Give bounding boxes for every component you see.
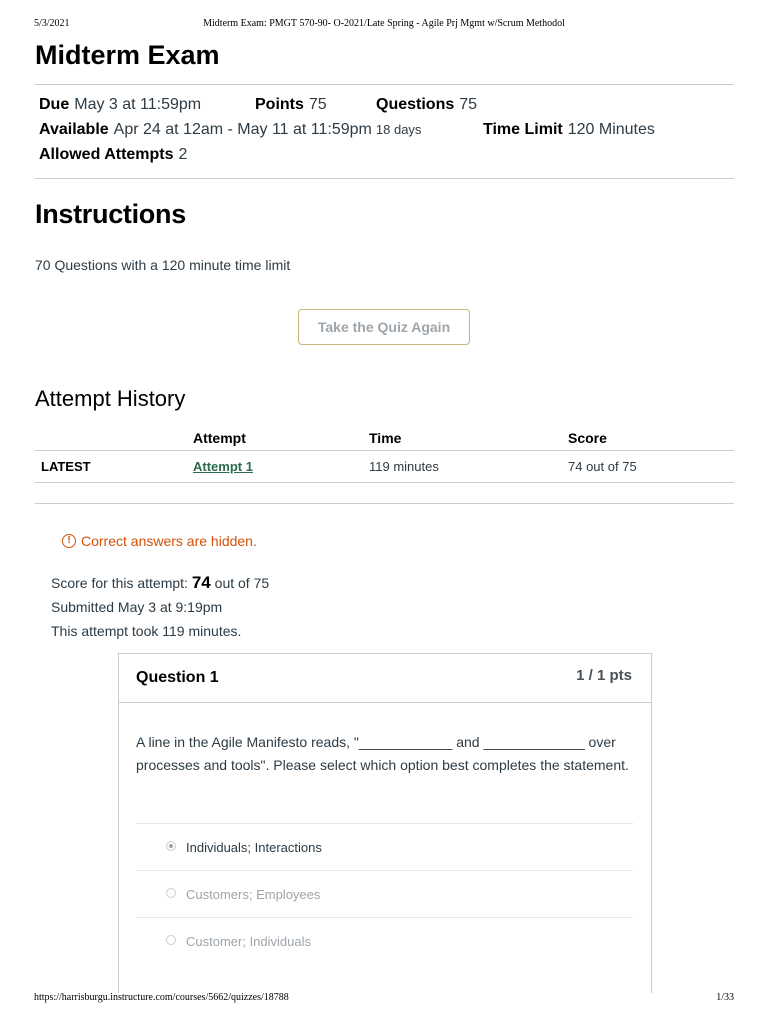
answer-option [136,917,633,964]
divider [35,84,734,85]
column-header-time: Time [363,425,562,451]
meta-due [39,96,201,114]
available-label: Available [39,121,109,138]
exam-title: Midterm Exam [35,40,220,70]
radio-icon [166,888,176,898]
notice-text: Correct answers are hidden. [81,533,257,549]
question-header [119,654,651,703]
column-header-attempt: Attempt [187,425,363,451]
submitted-time: Submitted May 3 at 9:19pm [51,599,223,615]
meta-available [39,121,421,139]
score-value: 74 [191,573,211,592]
attempt-history-table [35,425,734,483]
attempt-status: LATEST [35,451,187,483]
answer-label: Customer; Individuals [186,934,311,949]
attempts-label: Allowed Attempts [39,146,174,163]
question-text: A line in the Agile Manifesto reads, "____________ and _____________ over processes and tools". Please select which option best completes the statement. [136,734,629,773]
warning-icon: ! [62,534,76,548]
print-url: https://harrisburgu.instructure.com/courses/5662/quizzes/18788 [34,992,289,1003]
answers-hidden-notice [62,533,257,549]
due-label: Due [39,96,70,113]
attempts-value: 2 [178,146,188,163]
score-prefix: Score for this attempt: [51,575,192,591]
answer-list [136,823,633,964]
print-page-title: Midterm Exam: PMGT 570-90- O-2021/Late Spring - Agile Prj Mgmt w/Scrum Methodol [203,18,565,29]
available-duration: 18 days [375,122,422,137]
attempt-history-title: Attempt History [35,386,186,411]
attempt-score: 74 out of 75 [562,451,734,483]
time-limit-label: Time Limit [483,121,563,138]
column-header [35,425,187,451]
points-value: 75 [308,96,327,113]
divider [35,503,734,504]
answer-label: Customers; Employees [186,887,321,902]
table-header-row [35,425,734,451]
print-header [0,18,768,32]
available-value: Apr 24 at 12am - May 11 at 11:59pm [113,121,372,138]
question-title: Question 1 [136,669,219,686]
points-label: Points [255,96,304,113]
take-quiz-again-button[interactable]: Take the Quiz Again [298,309,470,345]
attempt-cell [187,451,363,483]
table-row [35,451,734,483]
print-footer [0,992,768,1006]
answer-option [136,823,633,870]
question-points: 1 / 1 pts [576,667,632,684]
attempt-1-link[interactable]: Attempt 1 [193,459,253,474]
instructions-text: 70 Questions with a 120 minute time limit [35,257,291,273]
time-limit-value: 120 Minutes [567,121,655,138]
meta-attempts [39,146,187,164]
answer-option [136,870,633,917]
score-suffix: out of 75 [210,575,270,591]
attempt-time: 119 minutes [363,451,562,483]
radio-selected-icon [166,841,176,851]
answer-label: Individuals; Interactions [186,840,322,855]
print-date: 5/3/2021 [34,18,70,29]
questions-label: Questions [376,96,455,113]
print-page-number: 1/33 [716,992,734,1003]
due-value: May 3 at 11:59pm [74,96,202,113]
score-line [51,571,269,595]
column-header-score: Score [562,425,734,451]
question-card [118,653,652,993]
meta-points [255,96,327,114]
meta-time-limit [483,121,655,139]
radio-icon [166,935,176,945]
score-summary [51,571,269,643]
attempt-duration: This attempt took 119 minutes. [51,623,242,639]
questions-value: 75 [459,96,478,113]
meta-questions [376,96,477,114]
instructions-title: Instructions [35,199,186,229]
divider [35,178,734,179]
